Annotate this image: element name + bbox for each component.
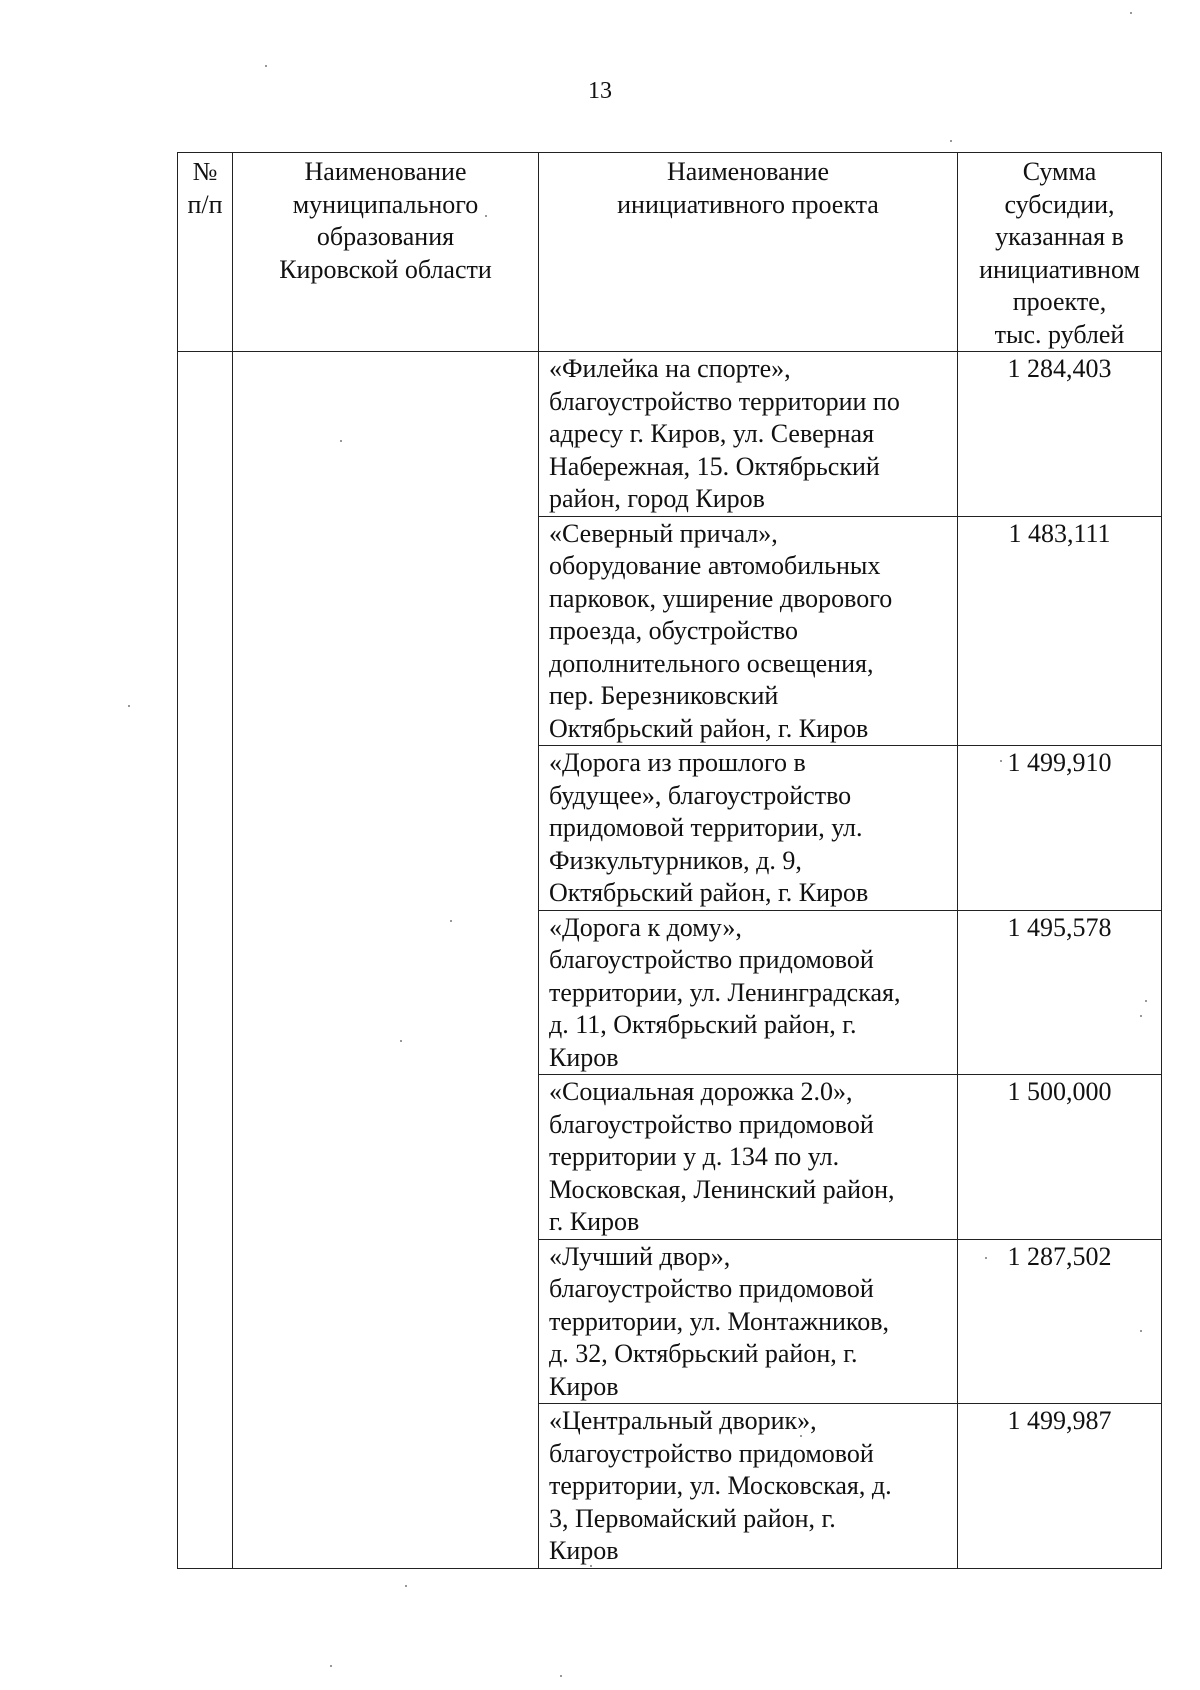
cell-amount: 1 483,111 — [958, 516, 1162, 746]
cell-project-name — [539, 352, 958, 517]
scan-speck — [485, 215, 487, 217]
project-name-line: Киров — [549, 1042, 619, 1072]
project-name-line: благоустройство придомовой — [549, 945, 874, 974]
cell-amount: 1 287,502 — [958, 1239, 1162, 1404]
header-municipality-line: муниципального — [292, 189, 479, 219]
project-name-line: Октябрьский район, г. Киров — [549, 713, 869, 743]
table-body — [178, 352, 1162, 1569]
cell-amount: 1 500,000 — [958, 1075, 1162, 1240]
project-name-line: район, город Киров — [549, 484, 765, 513]
project-name-line: адресу г. Киров, ул. Северная — [549, 419, 875, 448]
cell-project-name — [539, 1075, 958, 1240]
scan-speck — [265, 65, 267, 67]
project-name-line: д. 32, Октябрьский район, г. — [549, 1339, 858, 1368]
header-project-line: инициативного проекта — [617, 189, 879, 219]
scan-speck — [1140, 1330, 1142, 1332]
cell-amount: 1 499,910 — [958, 746, 1162, 911]
scan-speck — [560, 1675, 562, 1677]
project-name-line: Октябрьский район, г. Киров — [549, 878, 869, 907]
header-amount-line: тыс. рублей — [994, 319, 1125, 349]
header-project-line: Наименование — [667, 157, 829, 186]
header-amount-line: субсидии, — [1004, 189, 1115, 219]
table-header-row — [178, 153, 1162, 352]
scan-speck — [985, 1257, 987, 1259]
subsidy-table — [177, 152, 1162, 1569]
cell-number — [178, 352, 233, 1569]
header-number-line: п/п — [187, 189, 223, 219]
project-name-line: «Филейка на спорте», — [549, 354, 791, 383]
project-name-line: дополнительного освещения, — [549, 648, 874, 678]
scan-speck — [800, 1435, 802, 1437]
scan-speck — [1140, 1015, 1142, 1017]
cell-municipality — [233, 352, 539, 1569]
project-name-line: благоустройство придомовой — [549, 1109, 874, 1139]
cell-amount: 1 284,403 — [958, 352, 1162, 517]
header-project — [539, 153, 958, 352]
project-name-line: Киров — [549, 1371, 619, 1401]
project-name-line: «Социальная дорожка 2.0», — [549, 1077, 853, 1106]
header-municipality-line: Наименование — [304, 157, 467, 186]
project-name-line: г. Киров — [549, 1207, 640, 1236]
cell-project-name — [539, 1404, 958, 1569]
project-name-line: территории, ул. Монтажников, — [549, 1306, 889, 1336]
scan-speck — [340, 440, 342, 442]
header-amount — [958, 153, 1162, 352]
scan-speck — [1130, 12, 1132, 14]
project-name-line: «Центральный дворик», — [549, 1406, 817, 1435]
header-amount-line: Сумма — [1022, 157, 1097, 186]
project-name-line: «Северный причал», — [549, 518, 778, 548]
scan-speck — [330, 1665, 332, 1667]
project-name-line: Набережная, 15. Октябрьский — [549, 451, 880, 481]
project-name-line: благоустройство придомовой — [549, 1438, 874, 1468]
project-name-line: территории, ул. Московская, д. — [549, 1471, 892, 1500]
project-name-line: пер. Березниковский — [549, 681, 779, 710]
scan-speck — [590, 1565, 592, 1567]
cell-project-name — [539, 1239, 958, 1404]
header-amount-line: инициативном — [979, 254, 1140, 284]
scan-speck — [128, 705, 130, 707]
header-municipality-line: образования — [316, 222, 455, 251]
project-name-line: «Дорога из прошлого в — [549, 748, 806, 777]
project-name-line: благоустройство территории по — [549, 386, 900, 416]
header-municipality-line: Кировской области — [279, 254, 492, 284]
project-name-line: Физкультурников, д. 9, — [549, 845, 802, 875]
project-name-line: оборудование автомобильных — [549, 551, 881, 580]
cell-project-name — [539, 516, 958, 746]
project-name-line: придомовой территории, ул. — [549, 813, 863, 842]
project-name-line: «Лучший двор», — [549, 1241, 731, 1271]
header-amount-line: проекте, — [1012, 287, 1107, 316]
project-name-line: проезда, обустройство — [549, 616, 799, 645]
project-name-line: будущее», благоустройство — [549, 780, 852, 810]
header-number-line: № — [192, 157, 218, 186]
project-name-line: парковок, уширение дворового — [549, 583, 893, 613]
header-amount-line: указанная в — [995, 222, 1124, 251]
cell-project-name — [539, 746, 958, 911]
scan-speck — [450, 920, 452, 922]
project-name-line: территории, ул. Ленинградская, — [549, 977, 901, 1007]
project-name-line: благоустройство придомовой — [549, 1274, 874, 1303]
project-name-line: Киров — [549, 1536, 619, 1565]
header-municipality — [233, 153, 539, 352]
header-number — [178, 153, 233, 352]
project-name-line: «Дорога к дому», — [549, 912, 742, 942]
cell-amount: 1 495,578 — [958, 910, 1162, 1075]
scan-speck — [400, 1040, 402, 1042]
scan-speck — [950, 140, 952, 142]
scan-speck — [1145, 1000, 1147, 1002]
cell-amount: 1 499,987 — [958, 1404, 1162, 1569]
scan-speck — [1000, 760, 1002, 762]
project-name-line: территории у д. 134 по ул. — [549, 1142, 840, 1171]
project-name-line: Московская, Ленинский район, — [549, 1174, 895, 1204]
cell-project-name — [539, 910, 958, 1075]
page-number: 13 — [588, 78, 612, 104]
scan-speck — [405, 1585, 407, 1587]
project-name-line: 3, Первомайский район, г. — [549, 1503, 836, 1533]
table-row — [178, 352, 1162, 517]
project-name-line: д. 11, Октябрьский район, г. — [549, 1010, 857, 1039]
